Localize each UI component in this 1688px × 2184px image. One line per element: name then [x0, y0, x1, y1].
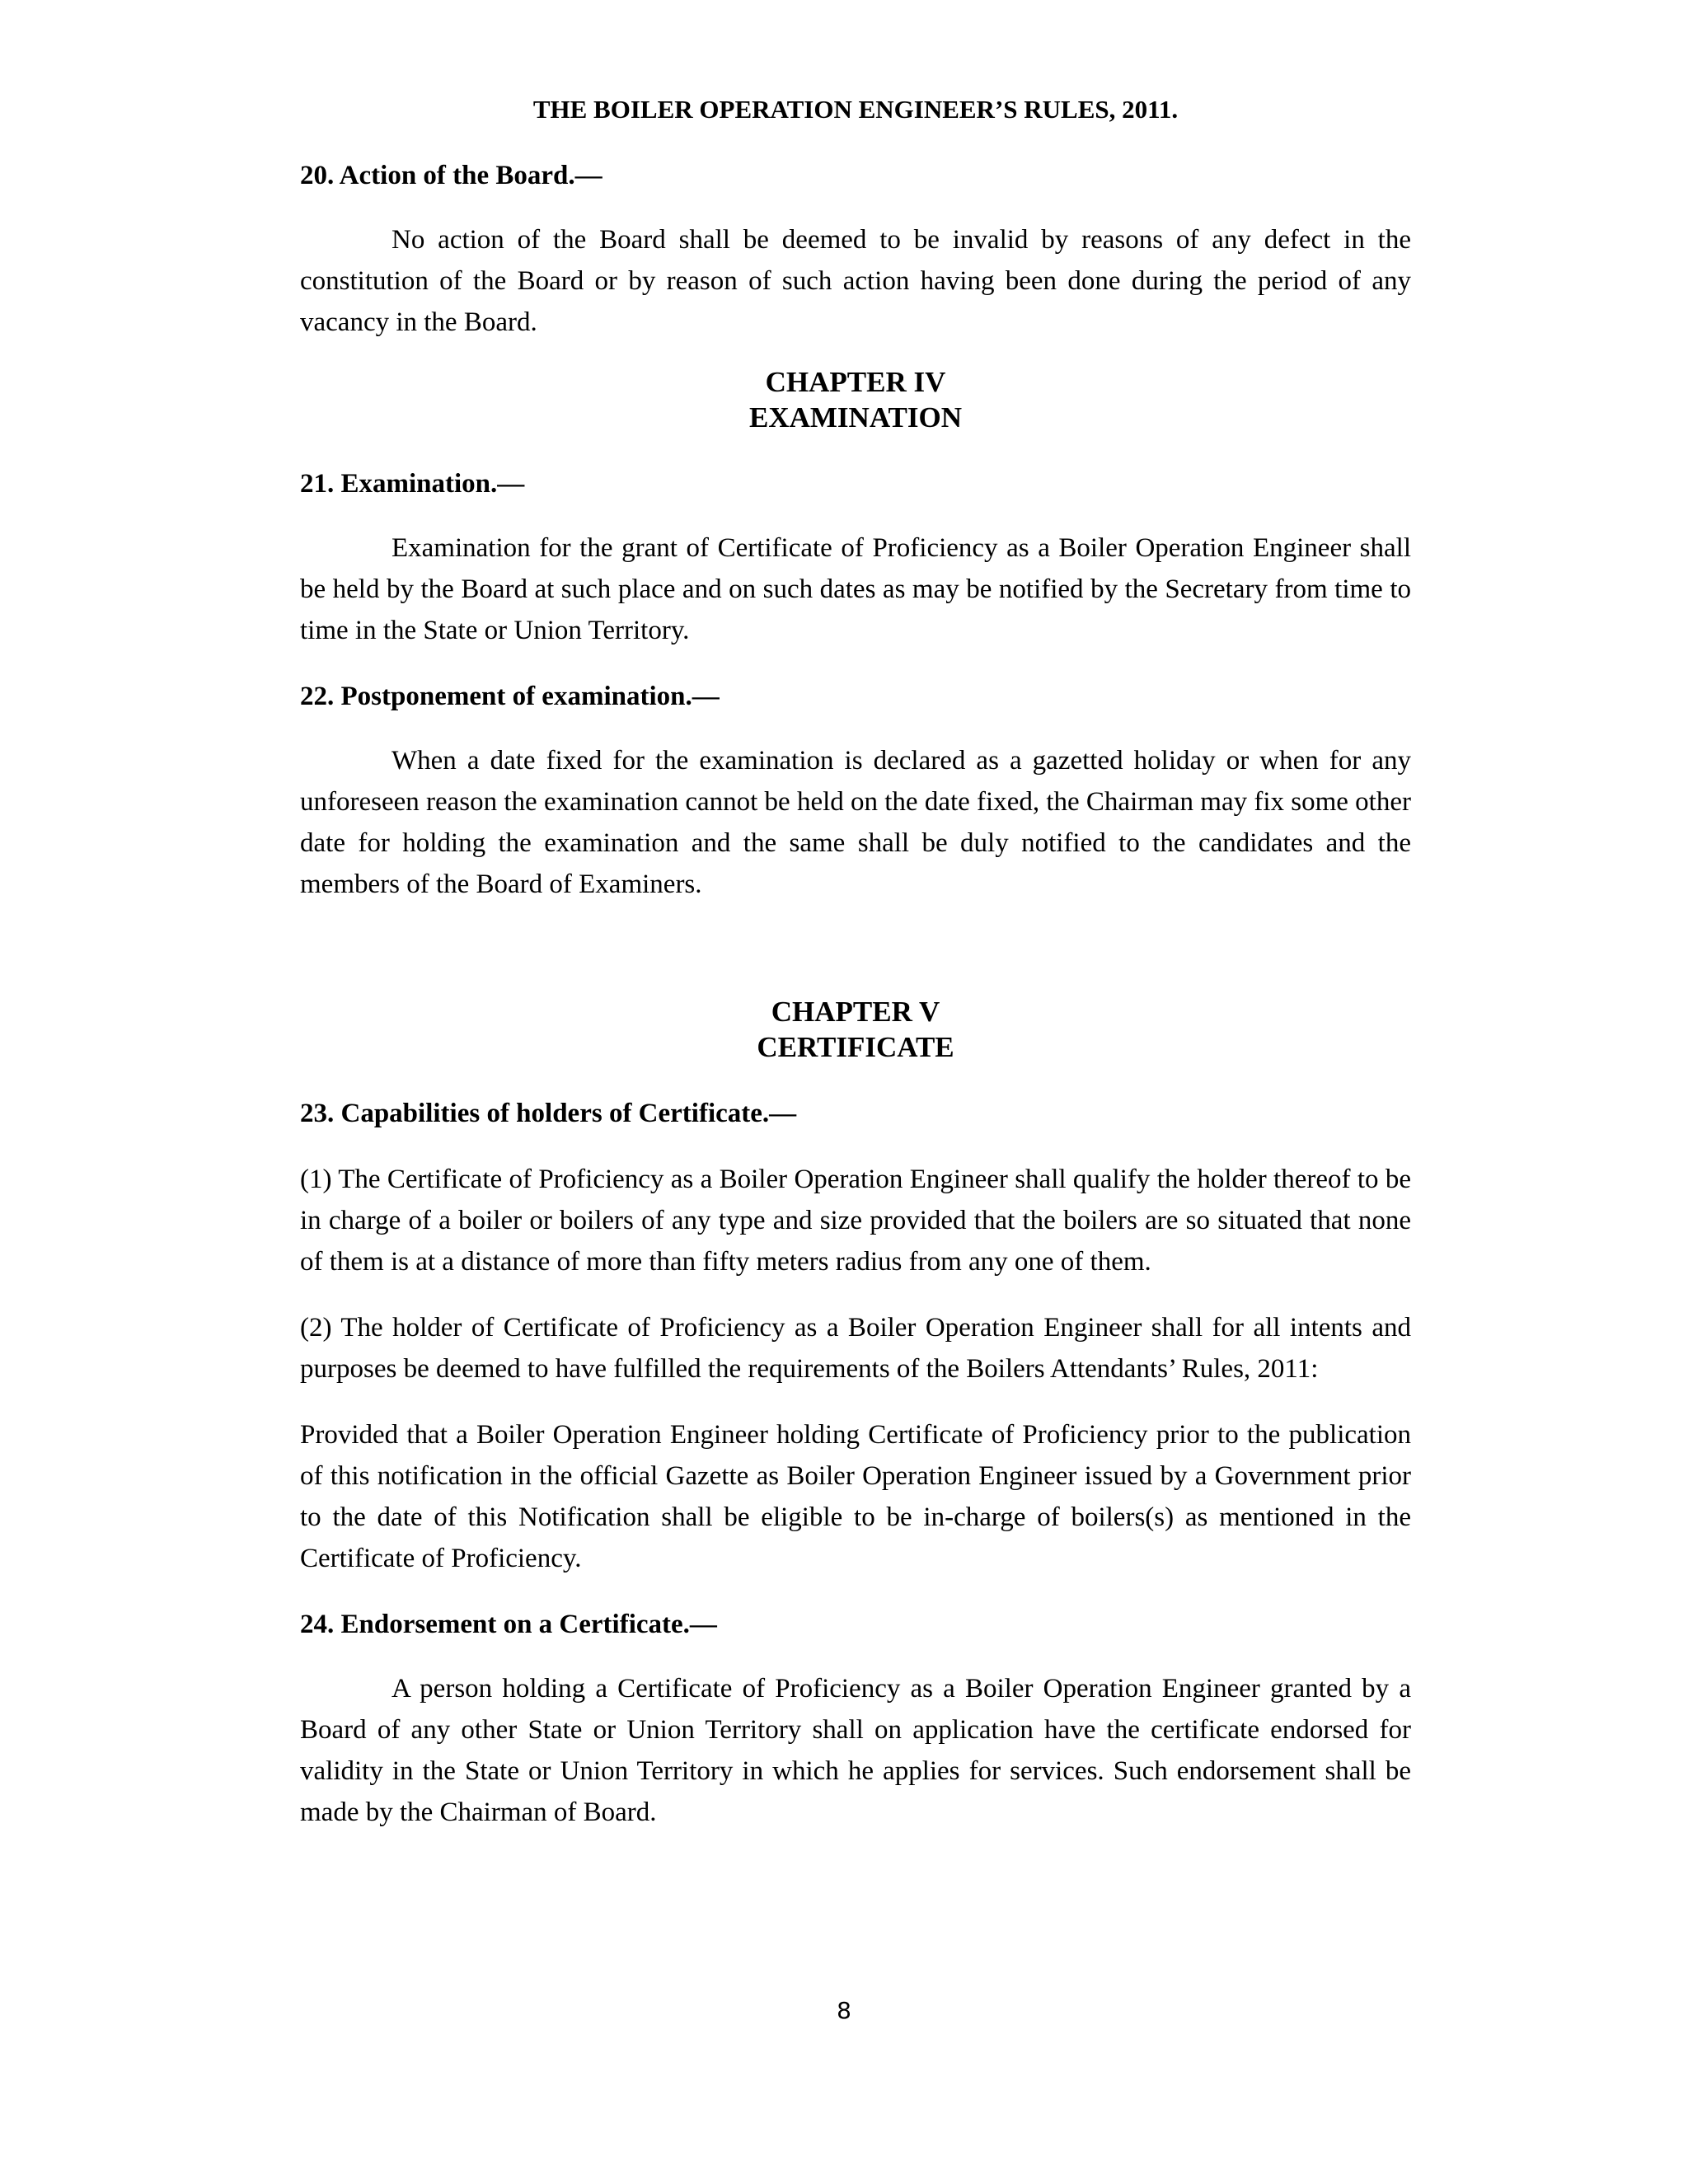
running-header: THE BOILER OPERATION ENGINEER’S RULES, 2011.	[532, 95, 1179, 124]
chapter-4-heading	[300, 364, 1411, 435]
section-23-heading: 23. Capabilities of holders of Certificate.—	[300, 1099, 797, 1128]
section-20-heading: 20. Action of the Board.—	[300, 161, 603, 190]
chapter-4-number: CHAPTER IV	[765, 366, 946, 398]
page-number: 8	[837, 1997, 851, 2024]
chapter-4-title: EXAMINATION	[749, 401, 962, 434]
section-23-proviso: Provided that a Boiler Operation Engineer holding Certificate of Proficiency prior to the publication of this notification in the official Gazette as Boiler Operation Engineer issued by a Government prior to the date of this Notification shall be eligible to be in-charge of boilers(s) as mentioned in the Certificate of Proficiency.	[300, 1420, 1411, 1573]
section-24-paragraph: A person holding a Certificate of Proficiency as a Boiler Operation Engineer granted by a Board of any other State or Union Territory shall on application have the certificate endorsed for validity in the State or Union Territory in which he applies for services. Such endorsement shall be made by the Chairman of Board.	[300, 1674, 1411, 1827]
section-20-paragraph: No action of the Board shall be deemed to be invalid by reasons of any defect in the constitution of the Board or by reason of such action having been done during the period of any vacancy in the Board.	[300, 225, 1411, 337]
section-23-paragraph-1: (1) The Certificate of Proficiency as a Boiler Operation Engineer shall qualify the holder thereof to be in charge of a boiler or boilers of any type and size provided that the boilers are so situated that none of them is at a distance of more than fifty meters radius from any one of them.	[300, 1165, 1411, 1277]
chapter-5-heading	[300, 994, 1411, 1065]
chapter-5-number: CHAPTER V	[771, 996, 940, 1028]
document-page	[300, 89, 1411, 1833]
section-22-paragraph: When a date fixed for the examination is declared as a gazetted holiday or when for any unforeseen reason the examination cannot be held on the date fixed, the Chairman may fix some other date for holding the examination and the same shall be duly notified to the candidates and the members of the Board of Examiners.	[300, 746, 1411, 899]
section-23-paragraph-2: (2) The holder of Certificate of Proficiency as a Boiler Operation Engineer shall for all intents and purposes be deemed to have fulfilled the requirements of the Boilers Attendants’ Rules, 2011:	[300, 1313, 1411, 1384]
chapter-5-title: CERTIFICATE	[757, 1031, 954, 1063]
section-21-heading: 21. Examination.—	[300, 469, 525, 499]
section-22-heading: 22. Postponement of examination.—	[300, 682, 720, 711]
section-24-heading: 24. Endorsement on a Certificate.—	[300, 1610, 717, 1639]
section-21-paragraph: Examination for the grant of Certificate of Proficiency as a Boiler Operation Engineer shall be held by the Board at such place and on such dates as may be notified by the Secretary from time to time in the State or Union Territory.	[300, 533, 1411, 645]
